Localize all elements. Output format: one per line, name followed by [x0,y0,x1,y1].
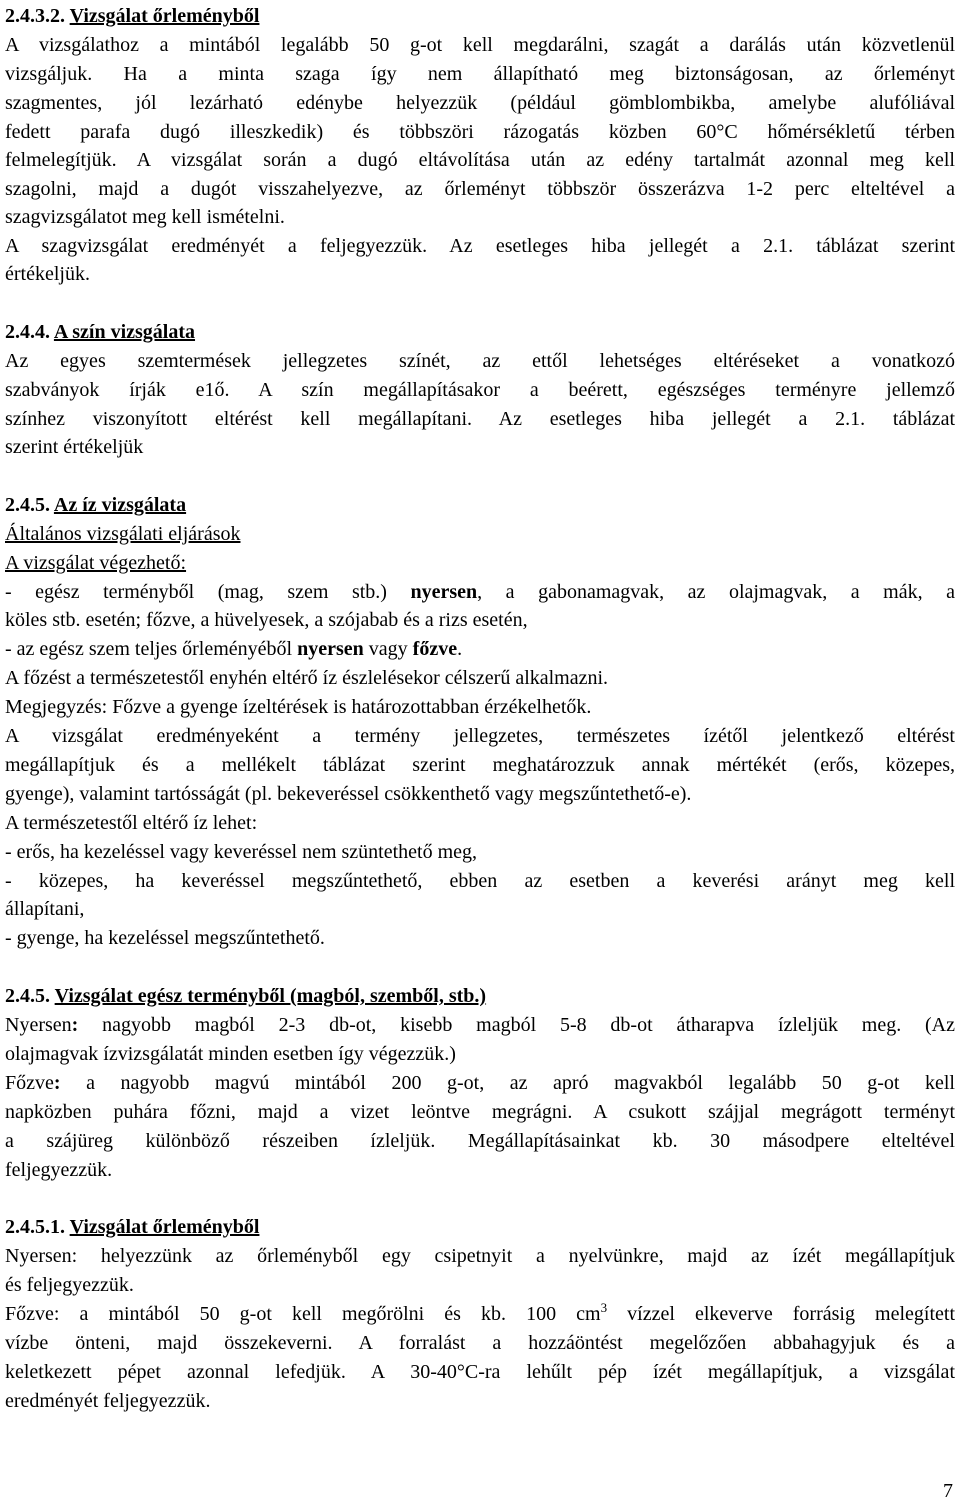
paragraph-line [5,260,955,289]
emphasis-text: főzve [412,638,458,660]
paragraph-line [5,1127,955,1156]
section-heading-2-4-5-1 [5,1213,955,1242]
paragraph-line [5,376,955,405]
text-run: - az egész szem teljes őrleményéből [5,638,298,660]
emphasis-text: 2.4.5.1. [5,1216,70,1238]
text-run: A vizsgálat végezhető: [5,552,187,574]
paragraph-line [5,722,955,751]
text-run: állapítani, [5,898,85,920]
list-item [5,578,955,607]
superscript: 3 [600,1300,608,1315]
text-run: A főzést a természetestől enyhén eltérő íz észlelésekor célszerű alkalmazni. [5,667,609,689]
text-run: - közepes, ha keveréssel megszűntethető, ebben az esetben a keverési arányt meg kell [5,870,955,892]
text-run: szabványok írják e1ő. A szín megállapításakor a beérett, egészséges terményre jellemző [5,379,955,401]
subheading-test-can-be-done [5,549,955,578]
paragraph-line [5,1040,955,1069]
text-run: eredményét feljegyezzük. [5,1390,211,1412]
text-run: A vizsgálat eredményeként a termény jellegzetes, természetes ízétől jelentkező eltérést [5,725,955,747]
emphasis-text: : [53,1072,61,1094]
emphasis-text: 2.4.3.2. [5,5,70,27]
text-run: megállapítjuk és a mellékelt táblázat szerint meghatározzuk annak mértékét (erős, közepes, [5,754,955,776]
paragraph-line [5,780,955,809]
text-run: A szagvizsgálat eredményét a feljegyezzük. Az esetleges hiba jellegét a 2.1. táblázat szerint [5,235,955,257]
text-run: vízzel elkeverve forrásig melegített [607,1303,955,1325]
text-run: köles stb. esetén; főzve, a hüvelyesek, a szójabab és a rizs esetén, [5,609,528,631]
paragraph-line [5,1387,955,1416]
text-run: Megjegyzés: Főzve a gyenge ízeltérések is határozottabban érzékelhetők. [5,696,592,718]
paragraph-line [5,664,955,693]
paragraph-line [5,1011,955,1040]
emphasis-text: Az íz vizsgálata [53,494,187,516]
text-run: - egész terményből (mag, szem stb.) [5,581,411,603]
text-run: vízbe önteni, majd összekeverni. A forralást a hozzáöntést megelőzően abbahagyjuk és a [5,1332,955,1354]
section-heading-2-4-3-2 [5,2,955,31]
paragraph-line [5,1156,955,1185]
text-run: - gyenge, ha kezeléssel megszűntethető. [5,927,325,949]
emphasis-text: A szín vizsgálata [53,321,196,343]
emphasis-text: Vizsgálat egész terményből (magból, szemből, stb.) [54,985,487,1007]
emphasis-text: nyersen [410,581,478,603]
text-run: a nagyobb magvú mintából 200 g-ot, az apró magvakból legalább 50 g-ot kell [60,1072,955,1094]
text-run: szagmentes, jól lezárható edénybe helyezzük (például gömblombikba, amelybe alufóliával [5,92,955,114]
paragraph-line [5,1069,955,1098]
text-run: napközben puhára főzni, majd a vizet leöntve megrágni. A csukott szájjal megrágott terményt [5,1101,955,1123]
paragraph-line [5,1271,955,1300]
list-item [5,924,955,953]
text-run: felmelegítjük. A vizsgálat során a dugó eltávolítása után az edény tartalmát azonnal meg kell [5,149,955,171]
text-run: színhez viszonyított eltérést kell megállapítani. Az esetleges hiba jellegét a 2.1. táblázat [5,408,955,430]
text-run: - erős, ha kezeléssel vagy keveréssel nem szüntethető meg, [5,841,478,863]
section-heading-2-4-5-whole [5,982,955,1011]
text-run: fedett parafa dugó illeszkedik) és többszöri rázogatás közben 60°C hőmérsékletű térben [5,121,955,143]
emphasis-text: nyersen [297,638,364,660]
paragraph-line [5,232,955,261]
list-item [5,838,955,867]
paragraph-line [5,203,955,232]
paragraph-line [5,1098,955,1127]
text-run: szagvizsgálatot meg kell ismételni. [5,206,285,228]
text-run: értékeljük. [5,263,90,285]
text-run: és feljegyezzük. [5,1274,134,1296]
text-run: . [457,638,463,660]
emphasis-text: : [71,1014,79,1036]
emphasis-text: Vizsgálat őrleményből [69,5,260,27]
section-heading-2-4-4 [5,318,955,347]
paragraph-line [5,146,955,175]
paragraph-line [5,751,955,780]
paragraph-line [5,60,955,89]
text-run: Általános vizsgálati eljárások [5,523,241,545]
paragraph-line [5,118,955,147]
text-run: feljegyezzük. [5,1159,113,1181]
paragraph-line [5,606,955,635]
text-run: A természetestől eltérő íz lehet: [5,812,258,834]
text-run: A vizsgálathoz a mintából legalább 50 g-ot kell megdarálni, szagát a darálás után közvetlenül [5,34,955,56]
text-run: Az egyes szemtermések jellegzetes színét, az ettől lehetséges eltéréseket a vonatkozó [5,350,955,372]
emphasis-text: Vizsgálat őrleményből [69,1216,260,1238]
text-run: szerint értékeljük [5,436,144,458]
paragraph-line [5,433,955,462]
emphasis-text: 2.4.5. [5,985,55,1007]
text-run: vagy [363,638,413,660]
paragraph-line [5,895,955,924]
text-run: keletkezett pépet azonnal lefedjük. A 30-40°C-ra lehűlt pép ízét megállapítjuk, a vizsgálat [5,1361,955,1383]
text-run: szagolni, majd a dugót visszahelyezve, az őrleményt többször összerázva 1-2 perc elteltével a [5,178,955,200]
text-run: nagyobb magból 2-3 db-ot, kisebb magból 5-8 db-ot átharapva ízleljük meg. (Az [78,1014,955,1036]
paragraph-line [5,405,955,434]
text-run: olajmagvak ízvizsgálatát minden esetben így végezzük.) [5,1043,456,1065]
text-run: a szájüreg különböző részeiben ízleljük. Megállapításainkat kb. 30 másodpere elteltével [5,1130,955,1152]
text-run: , a gabonamagvak, az olajmagvak, a mák, a [477,581,955,603]
text-run: Főzve: a mintából 50 g-ot kell megőrölni és kb. 100 cm [5,1303,601,1325]
text-run: gyenge), valamint tartósságát (pl. bekeveréssel csökkenthető vagy megszűntethető-e). [5,783,692,805]
paragraph-line [5,175,955,204]
paragraph-line [5,1300,955,1330]
paragraph-line [5,1358,955,1387]
text-run: Főzve [5,1072,54,1094]
paragraph-line [5,89,955,118]
paragraph-line [5,809,955,838]
paragraph-line [5,1329,955,1358]
paragraph-line [5,1242,955,1271]
section-heading-2-4-5 [5,491,955,520]
paragraph-line [5,347,955,376]
text-run: Nyersen: helyezzünk az őrleményből egy csipetnyit a nyelvünkre, majd az ízét megállapítjuk [5,1245,955,1267]
list-item [5,635,955,664]
subheading-general-procedures [5,520,955,549]
paragraph-line [5,31,955,60]
emphasis-text: 2.4.5. [5,494,54,516]
text-run: Nyersen [5,1014,72,1036]
list-item [5,867,955,896]
text-run: vizsgáljuk. Ha a minta szaga így nem állapítható meg biztonságosan, az őrleményt [5,63,955,85]
emphasis-text: 2.4.4. [5,321,54,343]
note-line [5,693,955,722]
page-number: 7 [943,1480,953,1502]
